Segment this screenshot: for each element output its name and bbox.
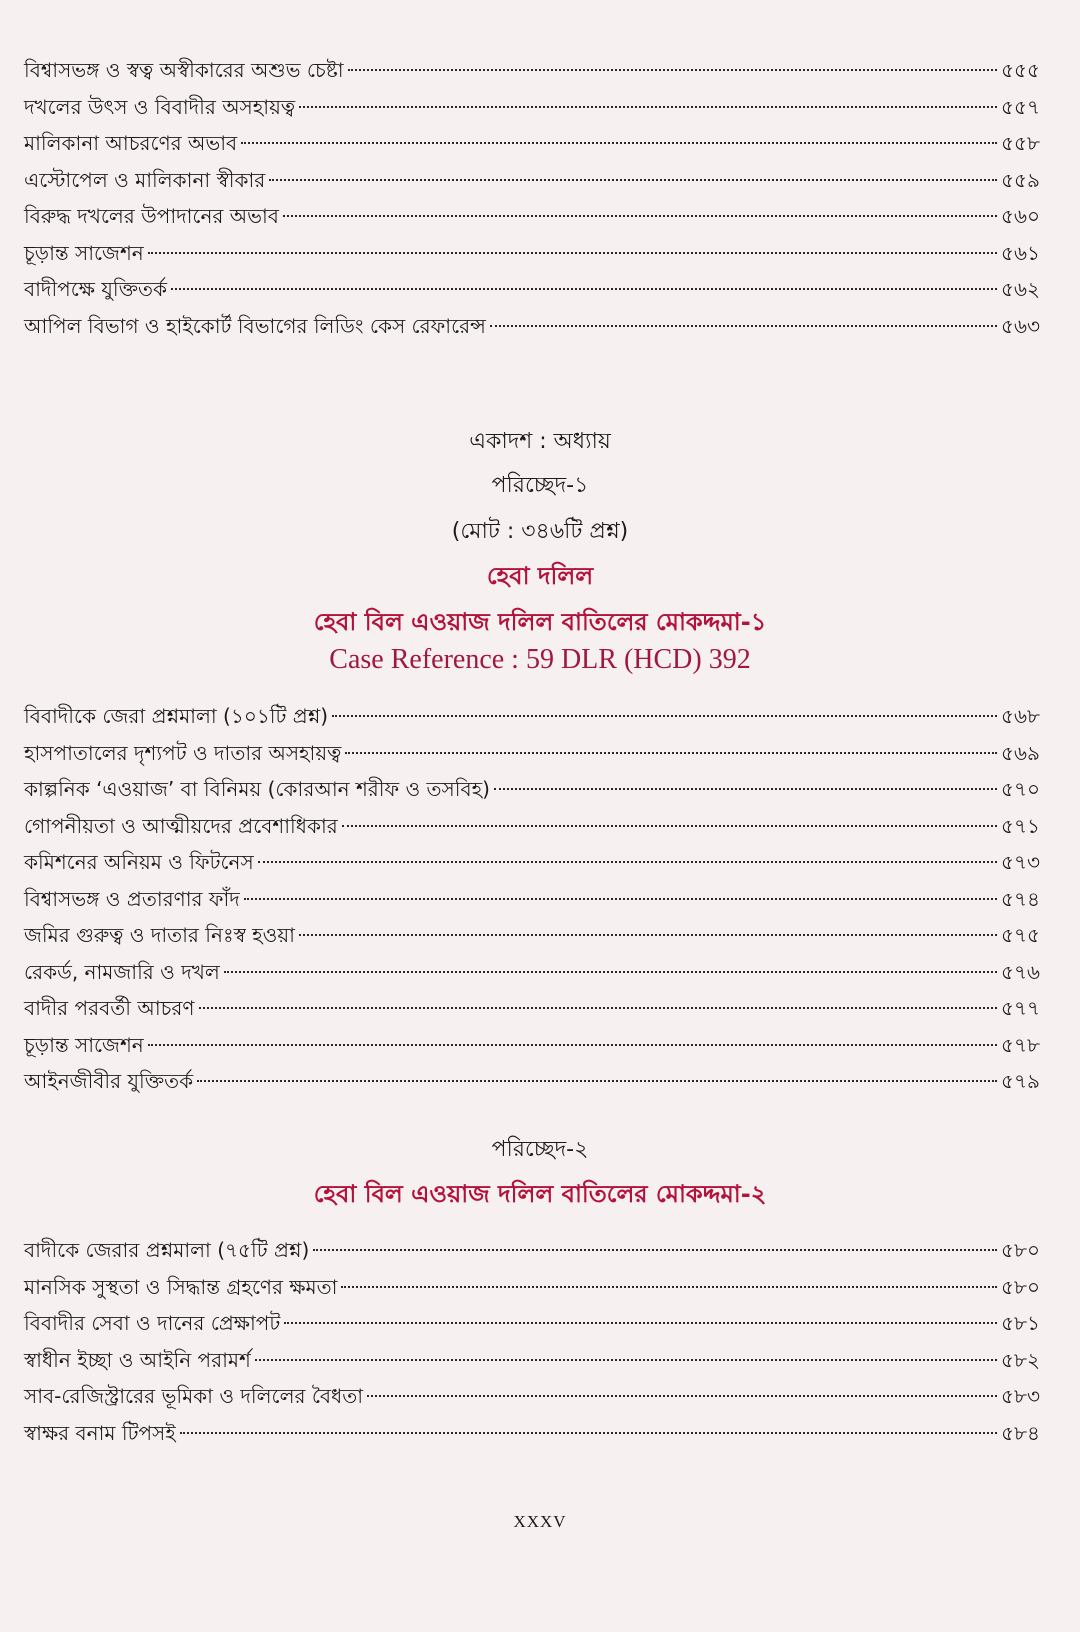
toc-entry-page: ৫৭৫ bbox=[1001, 923, 1040, 947]
toc-section-2 bbox=[24, 698, 1040, 1100]
toc-entry bbox=[24, 125, 1040, 162]
toc-entry-page: ৫৮৩ bbox=[1001, 1384, 1040, 1408]
toc-entry bbox=[24, 881, 1040, 918]
toc-entry-page: ৫৫৯ bbox=[1001, 167, 1040, 192]
toc-entry-page: ৫৬৮ bbox=[1001, 704, 1040, 728]
topic-heading: হেবা দলিল bbox=[486, 562, 594, 590]
toc-entry bbox=[24, 844, 1040, 881]
toc-entry-title: হাসপাতালের দৃশ্যপট ও দাতার অসহায়ত্ব bbox=[24, 740, 342, 765]
toc-entry-title: বাদীপক্ষে যুক্তিতর্ক bbox=[24, 277, 168, 301]
toc-entry bbox=[24, 235, 1040, 272]
toc-entry-title: স্বাক্ষর বনাম টিপসই bbox=[24, 1420, 176, 1445]
case-1-title: হেবা বিল এওয়াজ দলিল বাতিলের মোকদ্দমা-১ bbox=[313, 608, 767, 636]
dot-leader bbox=[345, 752, 997, 754]
toc-entry-page: ৫৬৩ bbox=[1001, 313, 1040, 338]
toc-entry bbox=[24, 1027, 1040, 1064]
toc-entry-title: বিরুদ্ধ দখলের উপাদানের অভাব bbox=[24, 204, 279, 228]
toc-entry bbox=[24, 990, 1040, 1027]
toc-entry-page: ৫৮০ bbox=[1001, 1238, 1040, 1262]
toc-entry bbox=[24, 1269, 1040, 1306]
toc-entry-page: ৫৬৯ bbox=[1001, 740, 1040, 765]
toc-entry-title: মানসিক সুস্থতা ও সিদ্ধান্ত গ্রহণের ক্ষমতা bbox=[24, 1274, 338, 1299]
toc-section-3 bbox=[24, 1232, 1040, 1451]
dot-leader bbox=[342, 825, 997, 827]
toc-entry-title: রেকর্ড, নামজারি ও দখল bbox=[24, 959, 220, 984]
toc-entry-page: ৫৫৭ bbox=[1001, 94, 1040, 119]
toc-entry bbox=[24, 1342, 1040, 1379]
dot-leader bbox=[241, 142, 997, 144]
toc-entry-title: চূড়ান্ত সাজেশন bbox=[24, 240, 144, 265]
question-total: (মোট : ৩৪৬টি প্রশ্ন) bbox=[451, 519, 629, 544]
dot-leader bbox=[197, 1080, 997, 1082]
toc-entry bbox=[24, 1063, 1040, 1100]
toc-entry-title: বিশ্বাসভঙ্গ ও প্রতারণার ফাঁদ bbox=[24, 886, 240, 911]
toc-entry-page: ৫৭০ bbox=[1001, 777, 1040, 801]
roman-page-number: XXXV bbox=[513, 1512, 567, 1531]
toc-entry-title: কমিশনের অনিয়ম ও ফিটনেস bbox=[24, 850, 254, 874]
dot-leader bbox=[148, 1044, 997, 1046]
dot-leader bbox=[258, 861, 997, 863]
toc-entry-page: ৫৭১ bbox=[1001, 813, 1040, 838]
toc-entry bbox=[24, 698, 1040, 735]
dot-leader bbox=[148, 252, 997, 254]
dot-leader bbox=[494, 788, 997, 790]
toc-entry-title: আইনজীবীর যুক্তিতর্ক bbox=[24, 1069, 194, 1093]
toc-entry-title: এস্টোপেল ও মালিকানা স্বীকার bbox=[24, 167, 266, 192]
toc-entry-title: বিশ্বাসভঙ্গ ও স্বত্ব অস্বীকারের অশুভ চেষ্টা bbox=[24, 58, 344, 82]
toc-entry bbox=[24, 198, 1040, 235]
dot-leader bbox=[180, 1432, 997, 1434]
toc-entry-title: আপিল বিভাগ ও হাইকোর্ট বিভাগের লিডিং কেস রেফারেন্স bbox=[24, 313, 486, 338]
toc-section-1 bbox=[24, 52, 1040, 344]
toc-entry-page: ৫৭৬ bbox=[1001, 959, 1040, 984]
toc-entry-title: বিবাদীর সেবা ও দানের প্রেক্ষাপট bbox=[24, 1311, 281, 1335]
chapter-title: একাদশ : অধ্যায় bbox=[469, 429, 611, 454]
toc-entry bbox=[24, 808, 1040, 845]
toc-entry-title: সাব-রেজিস্ট্রারের ভূমিকা ও দলিলের বৈধতা bbox=[24, 1384, 364, 1408]
toc-entry bbox=[24, 1305, 1040, 1342]
dot-leader bbox=[367, 1395, 997, 1397]
toc-entry-page: ৫৬২ bbox=[1001, 277, 1040, 301]
toc-entry-title: কাল্পনিক ‘এওয়াজ’ বা বিনিময় (কোরআন শরীফ ও তসবিহ) bbox=[24, 777, 490, 801]
toc-entry-page: ৫৫৮ bbox=[1001, 131, 1040, 155]
toc-entry bbox=[24, 917, 1040, 954]
toc-entry bbox=[24, 162, 1040, 199]
toc-entry-page: ৫৭৩ bbox=[1001, 850, 1040, 874]
toc-entry-page: ৫৭৯ bbox=[1001, 1069, 1040, 1093]
toc-entry bbox=[24, 308, 1040, 345]
dot-leader bbox=[269, 179, 997, 181]
toc-entry-title: বাদীর পরবর্তী আচরণ bbox=[24, 996, 195, 1020]
toc-entry-title: বিবাদীকে জেরা প্রশ্নমালা (১০১টি প্রশ্ন) bbox=[24, 704, 329, 728]
dot-leader bbox=[299, 934, 997, 936]
toc-entry-page: ৫৫৫ bbox=[1001, 58, 1040, 82]
case-2-title: হেবা বিল এওয়াজ দলিল বাতিলের মোকদ্দমা-২ bbox=[313, 1180, 767, 1208]
dot-leader bbox=[332, 715, 997, 717]
dot-leader bbox=[283, 215, 997, 217]
toc-entry-title: জমির গুরুত্ব ও দাতার নিঃস্ব হওয়া bbox=[24, 923, 295, 947]
case-reference: Case Reference : 59 DLR (HCD) 392 bbox=[329, 644, 751, 675]
toc-entry bbox=[24, 271, 1040, 308]
toc-entry bbox=[24, 89, 1040, 126]
toc-entry-title: চূড়ান্ত সাজেশন bbox=[24, 1032, 144, 1057]
dot-leader bbox=[313, 1249, 997, 1251]
dot-leader bbox=[299, 106, 997, 108]
toc-entry-title: দখলের উৎস ও বিবাদীর অসহায়ত্ব bbox=[24, 94, 296, 119]
dot-leader bbox=[199, 1007, 997, 1009]
part-1-label: পরিচ্ছেদ-১ bbox=[491, 473, 589, 498]
toc-entry-page: ৫৮৪ bbox=[1001, 1420, 1040, 1445]
toc-entry-page: ৫৭৭ bbox=[1001, 996, 1040, 1020]
toc-entry-title: গোপনীয়তা ও আত্মীয়দের প্রবেশাধিকার bbox=[24, 813, 338, 838]
toc-entry-page: ৫৬১ bbox=[1001, 240, 1040, 265]
dot-leader bbox=[341, 1286, 997, 1288]
toc-entry-page: ৫৮২ bbox=[1001, 1347, 1040, 1372]
toc-entry bbox=[24, 52, 1040, 89]
toc-entry-title: মালিকানা আচরণের অভাব bbox=[24, 131, 238, 155]
toc-entry bbox=[24, 1415, 1040, 1452]
toc-entry bbox=[24, 771, 1040, 808]
dot-leader bbox=[171, 288, 997, 290]
toc-entry bbox=[24, 1232, 1040, 1269]
dot-leader bbox=[490, 325, 997, 327]
toc-entry-page: ৫৮১ bbox=[1001, 1311, 1040, 1335]
dot-leader bbox=[348, 69, 998, 71]
dot-leader bbox=[244, 898, 997, 900]
toc-entry-page: ৫৮০ bbox=[1001, 1274, 1040, 1299]
toc-entry bbox=[24, 735, 1040, 772]
toc-entry-title: বাদীকে জেরার প্রশ্নমালা (৭৫টি প্রশ্ন) bbox=[24, 1238, 310, 1262]
toc-entry-title: স্বাধীন ইচ্ছা ও আইনি পরামর্শ bbox=[24, 1347, 251, 1372]
toc-entry-page: ৫৬০ bbox=[1001, 204, 1040, 228]
toc-entry bbox=[24, 954, 1040, 991]
dot-leader bbox=[284, 1322, 997, 1324]
dot-leader bbox=[255, 1359, 997, 1361]
part-2-label: পরিচ্ছেদ-২ bbox=[491, 1137, 589, 1162]
toc-entry-page: ৫৭৮ bbox=[1001, 1032, 1040, 1057]
toc-entry bbox=[24, 1378, 1040, 1415]
toc-entry-page: ৫৭৪ bbox=[1001, 886, 1040, 911]
dot-leader bbox=[224, 971, 997, 973]
